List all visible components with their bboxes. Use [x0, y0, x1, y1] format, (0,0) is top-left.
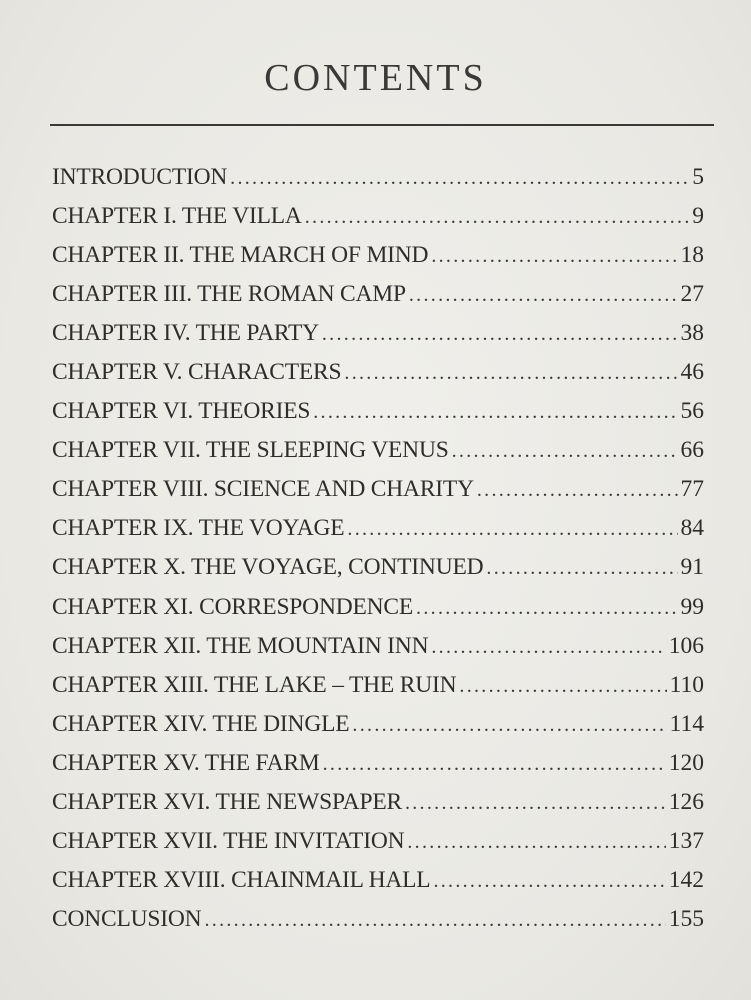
- toc-entry-title: CHAPTER VIII. SCIENCE AND CHARITY: [52, 476, 474, 503]
- toc-entry: [52, 783, 704, 822]
- toc-entry: [52, 392, 704, 431]
- dot-leader: [405, 784, 666, 823]
- toc-entry-title: CHAPTER VI. THEORIES: [52, 398, 311, 425]
- toc-page-number: 18: [680, 242, 704, 269]
- dot-leader: [230, 159, 689, 198]
- toc-page-number: 46: [680, 359, 704, 386]
- toc-page-number: 9: [692, 203, 704, 230]
- dot-leader: [323, 745, 666, 784]
- toc-page-number: 155: [668, 905, 704, 932]
- toc-entry-title: CHAPTER IX. THE VOYAGE: [52, 515, 345, 542]
- toc-entry-title: CHAPTER XI. CORRESPONDENCE: [52, 593, 414, 620]
- toc-page-number: 110: [669, 671, 704, 698]
- table-of-contents: [52, 158, 704, 939]
- dot-leader: [416, 589, 677, 628]
- dot-leader: [352, 706, 666, 745]
- toc-entry-title: CHAPTER VII. THE SLEEPING VENUS: [52, 437, 449, 464]
- toc-entry-title: CHAPTER III. THE ROMAN CAMP: [52, 281, 406, 308]
- dot-leader: [344, 354, 677, 393]
- toc-page-number: 84: [680, 515, 704, 542]
- dot-leader: [477, 471, 678, 510]
- toc-page-number: 120: [668, 749, 704, 776]
- toc-entry: [52, 314, 704, 353]
- toc-entry-title: CHAPTER XII. THE MOUNTAIN INN: [52, 632, 429, 659]
- dot-leader: [407, 823, 665, 862]
- toc-entry-title: CHAPTER II. THE MARCH OF MIND: [52, 242, 429, 269]
- toc-entry: [52, 588, 704, 627]
- dot-leader: [431, 628, 665, 667]
- toc-page-number: 66: [680, 437, 704, 464]
- toc-entry: [52, 353, 704, 392]
- toc-page-number: 114: [669, 710, 704, 737]
- toc-entry: [52, 627, 704, 666]
- toc-entry: [52, 744, 704, 783]
- toc-entry: [52, 275, 704, 314]
- toc-page-number: 91: [680, 554, 704, 581]
- toc-entry: [52, 666, 704, 705]
- toc-entry-title: CHAPTER XVII. THE INVITATION: [52, 827, 405, 854]
- toc-entry-title: CHAPTER XIII. THE LAKE – THE RUIN: [52, 671, 457, 698]
- toc-entry-title: CHAPTER V. CHARACTERS: [52, 359, 342, 386]
- toc-entry-title: CHAPTER XVIII. CHAINMAIL HALL: [52, 866, 431, 893]
- toc-page-number: 38: [680, 320, 704, 347]
- dot-leader: [486, 549, 677, 588]
- toc-entry-title: CHAPTER IV. THE PARTY: [52, 320, 319, 347]
- toc-entry: [52, 431, 704, 470]
- toc-page-number: 126: [668, 788, 704, 815]
- toc-entry-title: CHAPTER XVI. THE NEWSPAPER: [52, 788, 402, 815]
- toc-entry: [52, 900, 704, 939]
- toc-page-number: 99: [680, 593, 704, 620]
- toc-entry: [52, 705, 704, 744]
- dot-leader: [347, 510, 677, 549]
- dot-leader: [313, 393, 677, 432]
- toc-page-number: 5: [692, 164, 704, 190]
- toc-entry-title: CONCLUSION: [52, 905, 202, 932]
- toc-page-number: 27: [680, 281, 704, 308]
- title-divider: [50, 124, 714, 126]
- toc-page-number: 137: [668, 827, 704, 854]
- dot-leader: [204, 901, 665, 940]
- toc-entry-title: CHAPTER XIV. THE DINGLE: [52, 710, 350, 737]
- toc-entry: [52, 470, 704, 509]
- dot-leader: [305, 198, 690, 237]
- toc-entry: [52, 509, 704, 548]
- toc-page-number: 142: [668, 866, 704, 893]
- toc-entry: [52, 158, 704, 197]
- toc-entry-title: INTRODUCTION: [52, 164, 228, 190]
- toc-page-number: 106: [668, 632, 704, 659]
- dot-leader: [459, 667, 666, 706]
- toc-entry-title: CHAPTER XV. THE FARM: [52, 749, 320, 776]
- dot-leader: [452, 432, 678, 471]
- dot-leader: [322, 315, 678, 354]
- toc-page-number: 77: [680, 476, 704, 503]
- toc-entry: [52, 197, 704, 236]
- dot-leader: [433, 862, 665, 901]
- toc-entry: [52, 822, 704, 861]
- toc-entry-title: CHAPTER I. THE VILLA: [52, 203, 302, 230]
- toc-page-number: 56: [680, 398, 704, 425]
- dot-leader: [409, 276, 678, 315]
- toc-entry-title: CHAPTER X. THE VOYAGE, CONTINUED: [52, 554, 484, 581]
- dot-leader: [431, 237, 677, 276]
- toc-entry: [52, 236, 704, 275]
- page-title: CONTENTS: [264, 57, 487, 99]
- toc-entry: [52, 548, 704, 587]
- toc-entry: [52, 861, 704, 900]
